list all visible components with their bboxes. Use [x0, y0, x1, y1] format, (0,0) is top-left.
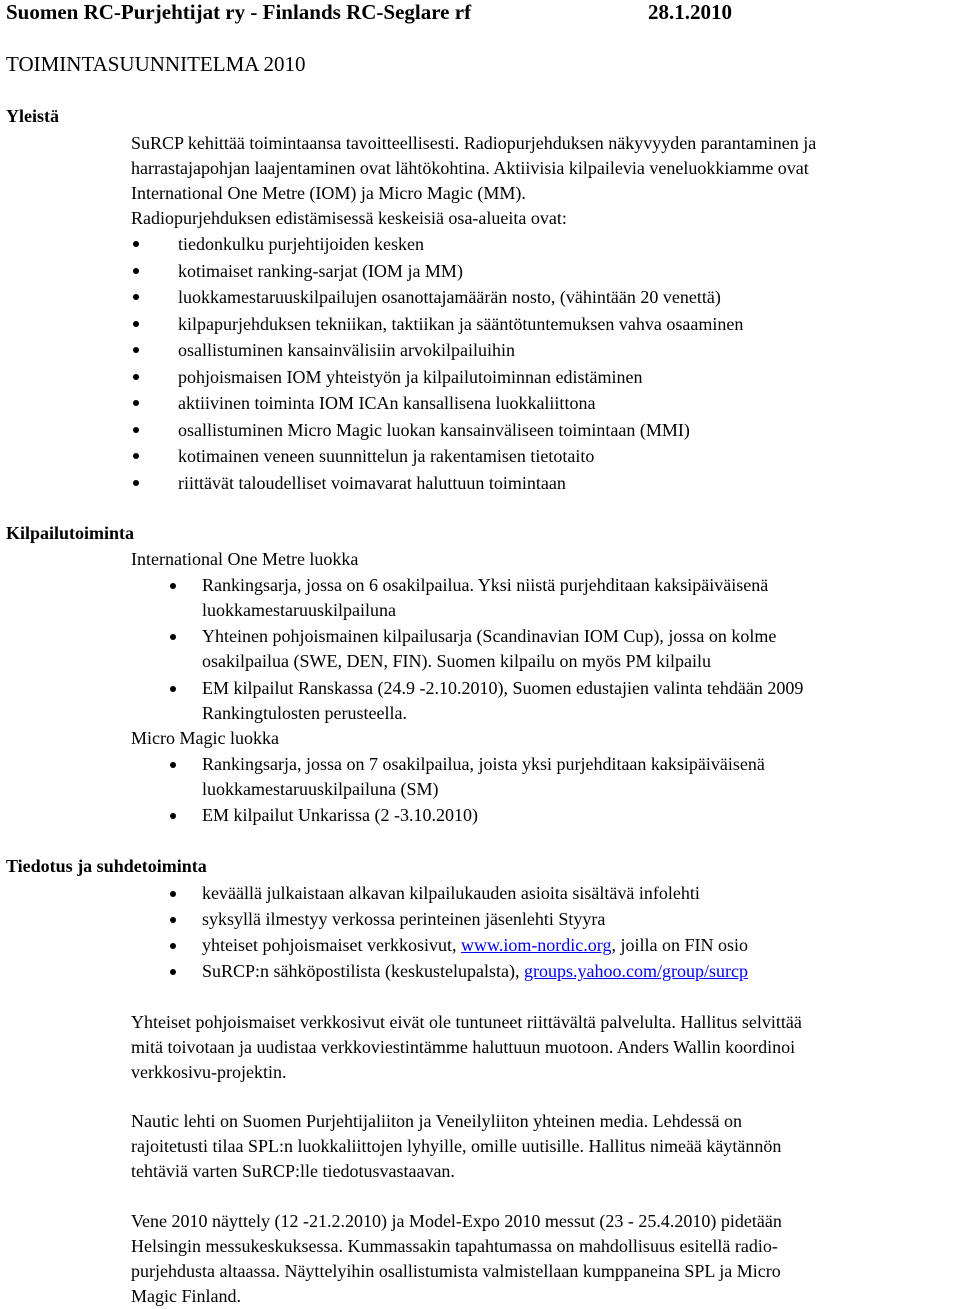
iom-class-title: International One Metre luokka — [131, 549, 359, 569]
yleista-line-3: International One Metre (IOM) ja Micro Magic (MM). — [131, 183, 526, 203]
list-item: osallistuminen kansainvälisiin arvokilpailuihin — [178, 337, 743, 364]
org-name: Suomen RC-Purjehtijat ry - Finlands RC-Seglare rf — [6, 0, 472, 24]
bullet-icon — [133, 480, 139, 486]
bullet-icon — [133, 427, 139, 433]
mm-bullet-1-line-2: luokkamestaruuskilpailuna (SM) — [202, 779, 439, 799]
tiedotus-para2-line-3: tehtäviä varten SuRCP:lle tiedotusvastaavan. — [131, 1161, 455, 1181]
section-heading-yleista: Yleistä — [6, 106, 59, 126]
tiedotus-para3-line-2: Helsingin messukeskuksessa. Kummassakin tapahtumassa on mahdollisuus esitellä radio- — [131, 1236, 778, 1256]
iom-bullet-3-line-1: EM kilpailut Ranskassa (24.9 -2.10.2010), Suomen edustajien valinta tehdään 2009 — [202, 678, 804, 698]
tiedotus-para2-line-2: rajoitetusti tilaa SPL:n luokkaliittojen lyhyille, omille uutisille. Hallitus nimeää käytännön — [131, 1136, 782, 1156]
section-heading-tiedotus: Tiedotus ja suhdetoiminta — [6, 856, 207, 876]
bullet-icon — [170, 917, 176, 923]
list-item: pohjoismaisen IOM yhteistyön ja kilpailutoiminnan edistäminen — [178, 364, 743, 391]
bullet-icon — [170, 762, 176, 768]
tiedotus-para1-line-2: mitä toivotaan ja uudistaa verkkoviestintämme haluttuun muotoon. Anders Wallin koordinoi — [131, 1037, 796, 1057]
document-date: 28.1.2010 — [648, 0, 732, 24]
iom-bullet-1-line-2: luokkamestaruuskilpailuna — [202, 600, 396, 620]
yahoo-group-link[interactable]: groups.yahoo.com/group/surcp — [524, 961, 748, 981]
bullet-icon — [170, 686, 176, 692]
yleista-line-4: Radiopurjehduksen edistämisessä keskeisiä osa-alueita ovat: — [131, 208, 567, 228]
list-item: riittävät taloudelliset voimavarat haluttuun toimintaan — [178, 470, 743, 497]
mm-bullet-1-line-1: Rankingsarja, jossa on 7 osakilpailua, joista yksi purjehditaan kaksipäiväisenä — [202, 754, 765, 774]
bullet-icon — [170, 969, 176, 975]
mm-class-title: Micro Magic luokka — [131, 728, 279, 748]
bullet-icon — [133, 321, 139, 327]
document-title: TOIMINTASUUNNITELMA 2010 — [6, 52, 306, 76]
list-item: aktiivinen toiminta IOM ICAn kansallisena luokkaliittona — [178, 390, 743, 417]
bullet-icon — [170, 583, 176, 589]
bullet-icon — [133, 268, 139, 274]
yleista-line-1: SuRCP kehittää toimintaansa tavoitteellisesti. Radiopurjehduksen näkyvyyden parantaminen ja — [131, 133, 817, 153]
iom-nordic-link[interactable]: www.iom-nordic.org — [460, 935, 612, 955]
list-item: tiedonkulku purjehtijoiden kesken — [178, 231, 743, 258]
tiedotus-bullet-4: SuRCP:n sähköpostilista (keskustelupalsta), groups.yahoo.com/group/surcp — [202, 961, 748, 981]
list-item: kotimaiset ranking-sarjat (IOM ja MM) — [178, 258, 743, 285]
list-item: kotimainen veneen suunnittelun ja rakentamisen tietotaito — [178, 443, 743, 470]
org-header — [6, 0, 732, 25]
tiedotus-para1-line-1: Yhteiset pohjoismaiset verkkosivut eivät ole tuntuneet riittävältä palvelulta. Hallitus selvittää — [131, 1012, 802, 1032]
tiedotus-para3-line-3: purjehdusta altaassa. Näyttelyihin osallistumista valmistellaan kumppaneina SPL ja Micro — [131, 1261, 781, 1281]
list-item: osallistuminen Micro Magic luokan kansainväliseen toimintaan (MMI) — [178, 417, 743, 444]
bullet-icon — [133, 347, 139, 353]
bullet-icon — [170, 943, 176, 949]
tiedotus-para1-line-3: verkkosivu-projektin. — [131, 1062, 287, 1082]
iom-bullet-2-line-1: Yhteinen pohjoismainen kilpailusarja (Scandinavian IOM Cup), jossa on kolme — [202, 626, 777, 646]
tiedotus-bullet-1: keväällä julkaistaan alkavan kilpailukauden asioita sisältävä infolehti — [202, 883, 700, 903]
bullet-icon — [133, 400, 139, 406]
bullet-icon — [133, 453, 139, 459]
list-item: luokkamestaruuskilpailujen osanottajamäärän nosto, (vähintään 20 venettä) — [178, 284, 743, 311]
bullet-icon — [133, 374, 139, 380]
tiedotus-para2-line-1: Nautic lehti on Suomen Purjehtijaliiton ja Veneilyliiton yhteinen media. Lehdessä on — [131, 1111, 743, 1131]
yleista-bullet-list — [178, 231, 743, 496]
bullet-icon — [133, 294, 139, 300]
tiedotus-para3-line-1: Vene 2010 näyttely (12 -21.2.2010) ja Model-Expo 2010 messut (23 - 25.4.2010) pidetään — [131, 1211, 782, 1231]
mm-bullet-2-line-1: EM kilpailut Unkarissa (2 -3.10.2010) — [202, 805, 478, 825]
section-heading-kilpailutoiminta: Kilpailutoiminta — [6, 523, 135, 543]
iom-bullet-2-line-2: osakilpailua (SWE, DEN, FIN). Suomen kilpailu on myös PM kilpailu — [202, 651, 711, 671]
bullet-icon — [170, 891, 176, 897]
iom-bullet-3-line-2: Rankingtulosten perusteella. — [202, 703, 407, 723]
tiedotus-bullet-3: yhteiset pohjoismaiset verkkosivut, www.iom-nordic.org, joilla on FIN osio — [202, 935, 748, 955]
iom-bullet-1-line-1: Rankingsarja, jossa on 6 osakilpailua. Yksi niistä purjehditaan kaksipäiväisenä — [202, 575, 769, 595]
list-item: kilpapurjehduksen tekniikan, taktiikan ja sääntötuntemuksen vahva osaaminen — [178, 311, 743, 338]
tiedotus-para3-line-4: Magic Finland. — [131, 1286, 241, 1306]
tiedotus-bullet-2: syksyllä ilmestyy verkossa perinteinen jäsenlehti Styyra — [202, 909, 606, 929]
bullet-icon — [133, 241, 139, 247]
bullet-icon — [170, 634, 176, 640]
yleista-line-2: harrastajapohjan laajentaminen ovat lähtökohtina. Aktiivisia kilpailevia veneluokkiamme ovat — [131, 158, 809, 178]
bullet-icon — [170, 813, 176, 819]
